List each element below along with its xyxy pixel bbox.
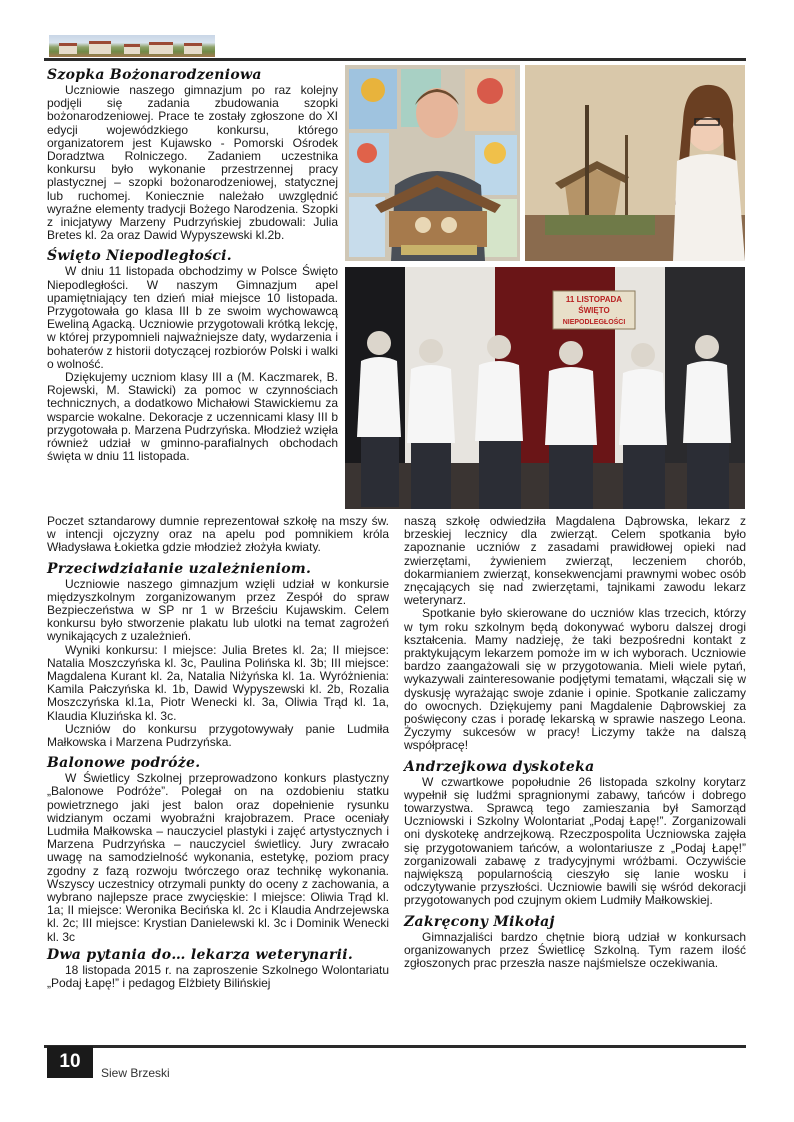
- paragraph-uzaleznienia-3: Uczniów do konkursu przygotowywały panie Ludmiła Małkowska i Marzena Pudrzyńska.: [47, 721, 389, 750]
- header-rule: [44, 58, 746, 61]
- magazine-name: Siew Brzeski: [101, 1066, 170, 1080]
- page-number: 10: [47, 1046, 93, 1078]
- paragraph-niepodleglosc-2: Dziękujemy uczniom klasy III a (M. Kaczmarek, B. Rojewski, M. Stawicki) za pomoc w czynnościach technicznych, a dodatkowo Michałowi Stawickiemu za wsparcie wokalne. Dekoracje z uczennicami klasy III b przygotowała p. Marzena Pudrzyńska. Młodzież wzięła również udział w gminno-parafialnych obchodach święta w dniu 11 listopada.: [47, 370, 338, 464]
- right-column: [404, 515, 746, 970]
- heading-dwa-pytania: Dwa pytania do… lekarza weterynarii.: [47, 946, 354, 963]
- heading-zakrecony-mikolaj: Zakręcony Mikołaj: [404, 913, 555, 930]
- header-landscape-image: [49, 35, 215, 57]
- heading-przeciwdzialanie: Przeciwdziałanie uzależnieniom.: [47, 560, 312, 577]
- left-column-bottom: [47, 515, 389, 990]
- footer-rule: [44, 1045, 746, 1048]
- paragraph-balonowe: W Świetlicy Szkolnej przeprowadzono konkurs plastyczny „Balonowe Podróże”. Polegał on na ozdobieniu statku powietrznego jaki jest balon oraz dopełnienie rysunku widzianym oczami wyobraźni krajobrazem. Prace oceniały Ludmiła Małkowska – nauczyciel plastyki i zajęć artystycznych i Marzena Pudrzyńska – nauczyciel świetlicy. Jury zwracało uwagę na samodzielność wykonania, estetykę, poziom pracy zgodny z fazą rozwoju twórczego oraz technikę wykonania. Wszyscy uczestnicy otrzymali punkty do oceny z zachowania, a wybrano najlepsze prace zwycięskie: I miejsce: Oliwia Trąd kl. 1a; II miejsce: Weronika Becińska kl. 2c i Klaudia Andrzejewska kl. 2c; III miejsce: Krystian Danielewski kl. 3c i Dominik Wenecki kl. 3c: [47, 771, 389, 944]
- banner-text-line2: ŚWIĘTO: [578, 306, 610, 315]
- paragraph-niepodleglosc-1: W dniu 11 listopada obchodzimy w Polsce Święto Niepodległości. W naszym Gimnazjum apel upamiętniający ten dzień miał miejsce 10 listopada. Przygotowała go klasa III b ze swoim wychowawcą Eweliną Agacką. Uczniowie przygotowali krótką lekcję, w której przypomnieli najważniejsze daty, wydarzenia i bohaterów z historii dotyczącej rozbiorów Polski i walki o wolność.: [47, 264, 338, 371]
- left-column-top: [47, 67, 338, 463]
- photo-girl-with-nativity-scene: [525, 65, 745, 261]
- heading-szopka: Szopka Bożonarodzeniowa: [47, 67, 262, 83]
- heading-swieto-niepodleglosci: Święto Niepodległości.: [47, 248, 232, 265]
- paragraph-uzaleznienia-1: Uczniowie naszego gimnazjum wzięli udział w konkursie międzyszkolnym zorganizowanym przez Zespół do spraw Bezpieczeństwa w SP nr 1 w Brześciu Kujawskim. Celem konkursu było stworzenie plakatu lub ulotki na temat zagrożeń wynikających z uzależnień.: [47, 576, 389, 644]
- banner-text-line1: 11 LISTOPADA: [565, 295, 623, 304]
- paragraph-weterynarz-start: 18 listopada 2015 r. na zaproszenie Szkolnego Wolontariatu „Podaj Łapę!” i pedagog Elżbiety Bilińskiej: [47, 962, 389, 991]
- photo-boys-singing-on-stage: [345, 267, 745, 509]
- paragraph-uzaleznienia-2: Wyniki konkursu: I miejsce: Julia Bretes kl. 2a; II miejsce: Natalia Moszczyńska kl. 3c, Paulina Polińska kl. 3b; III miejsce: Magdalena Kurant kl. 2a, Natalia Niżyńska kl. 1a. Wyróżnienia: Kamila Pałczyńska kl. 1b, Dawid Wypyszewski kl. 2b, Rozalia Moszczyńska kl.1a, Piotr Wenecki kl. 3a, Oliwia Trąd kl. 1a, Klaudia Kluzińska kl. 3c.: [47, 642, 389, 723]
- paragraph-weterynarz-cont: naszą szkołę odwiedziła Magdalena Dąbrowska, lekarz z brzeskiej lecznicy dla zwierząt. Celem spotkania było zapoznanie uczniów z zasadami prawidłowej opieki nad zwierzętami, żywieniem zwierząt, leczeniem chorób, dokarmianiem zwierząt, konsekwencjami prawnymi wobec osób znęcających się nad zwierzętami, tajnikami zawodu lekarz weterynarz.: [404, 514, 746, 608]
- banner-text-line3: NIEPODLEGŁOŚCI: [562, 319, 626, 326]
- paragraph-weterynarz-spotkanie: Spotkanie było skierowane do uczniów klas trzecich, którzy w tym roku szkolnym będą dokonywać wyboru dalszej drogi kształcenia. Mamy nadzieję, że taki bezpośredni kontakt z praktykującym lekarzem pomoże im w ich wyborach. Uczniowie bardzo zaangażowali się w przygotowania. Mieli wiele pytań, wykazywali zainteresowanie podjętymi tematami, włączali się w dyskusję wyrażając swoje zdanie i opinie. Spotkanie zaliczamy do owocnych. Dziękujemy pani Magdalenie Dąbrowskiej za poświęcony czas i poradę lekarską w sprawie naszego Leona. Życzymy sukcesów w pracy! Liczymy także na dalszą współpracę!: [404, 606, 746, 753]
- paragraph-andrzejki: W czwartkowe popołudnie 26 listopada szkolny korytarz wypełnił się ludźmi spragnionymi zabawy, tańców i dobrego towarzystwa. Sprawcą tego zamieszania był Samorząd Uczniowski i Szkolny Wolontariat „Podaj Łapę!”. Zorganizowali oni dyskotekę andrzejkową. Rzeczpospolita Uczniowska zajęła się przygotowaniem tańców, a wolontariusze z „Podaj Łapę!” zorganizowali zabawę z tradycyjnymi wróżbami. Oczywiście największą popularnością cieszyło się lanie wosku i odczytywanie przyszłości. Uczniowie bawili się wśród dekoracji przygotowanych pod czujnym okiem Ludmiły Małkowskiej.: [404, 774, 746, 908]
- paragraph-szopka: Uczniowie naszego gimnazjum po raz kolejny podjęli się zadania zbudowania szopki bożonarodzeniowej. Prace te zostały zgłoszone do XI edycji wojewódzkiego konkursu, którego organizatorem jest Kujawsko - Pomorski Ośrodek Doradztwa Rolniczego. Zadaniem uczestnika konkursu było wykonanie przestrzennej pracy plastycznej – szopki bożonarodzeniowej, statycznej lub ruchomej. Koniecznie należało uwzględnić wyraźne elementy tradycji Bożego Narodzenia. Szopki z inicjatywy Marzeny Pudrzyńskiej zbudowali: Julia Bretes kl. 2a oraz Dawid Wypyszewski kl.2b.: [47, 83, 338, 243]
- paragraph-niepodleglosc-3: Poczet sztandarowy dumnie reprezentował szkołę na mszy św. w intencji ojczyzny oraz na apelu pod pomnikiem króla Władysława Łokietka gdzie młodzież złożyła kwiaty.: [47, 514, 389, 555]
- heading-andrzejkowa-dyskoteka: Andrzejkowa dyskoteka: [404, 758, 595, 775]
- photo-boy-with-nativity-scene: [345, 65, 520, 261]
- paragraph-mikolaj: Gimnazjaliści bardzo chętnie biorą udział w konkursach organizowanych przez Świetlicę Szkolną. Tym razem ilość zgłoszonych prac przeszła nasze najśmielsze oczekiwania.: [404, 929, 746, 971]
- heading-balonowe-podroze: Balonowe podróże.: [47, 755, 201, 772]
